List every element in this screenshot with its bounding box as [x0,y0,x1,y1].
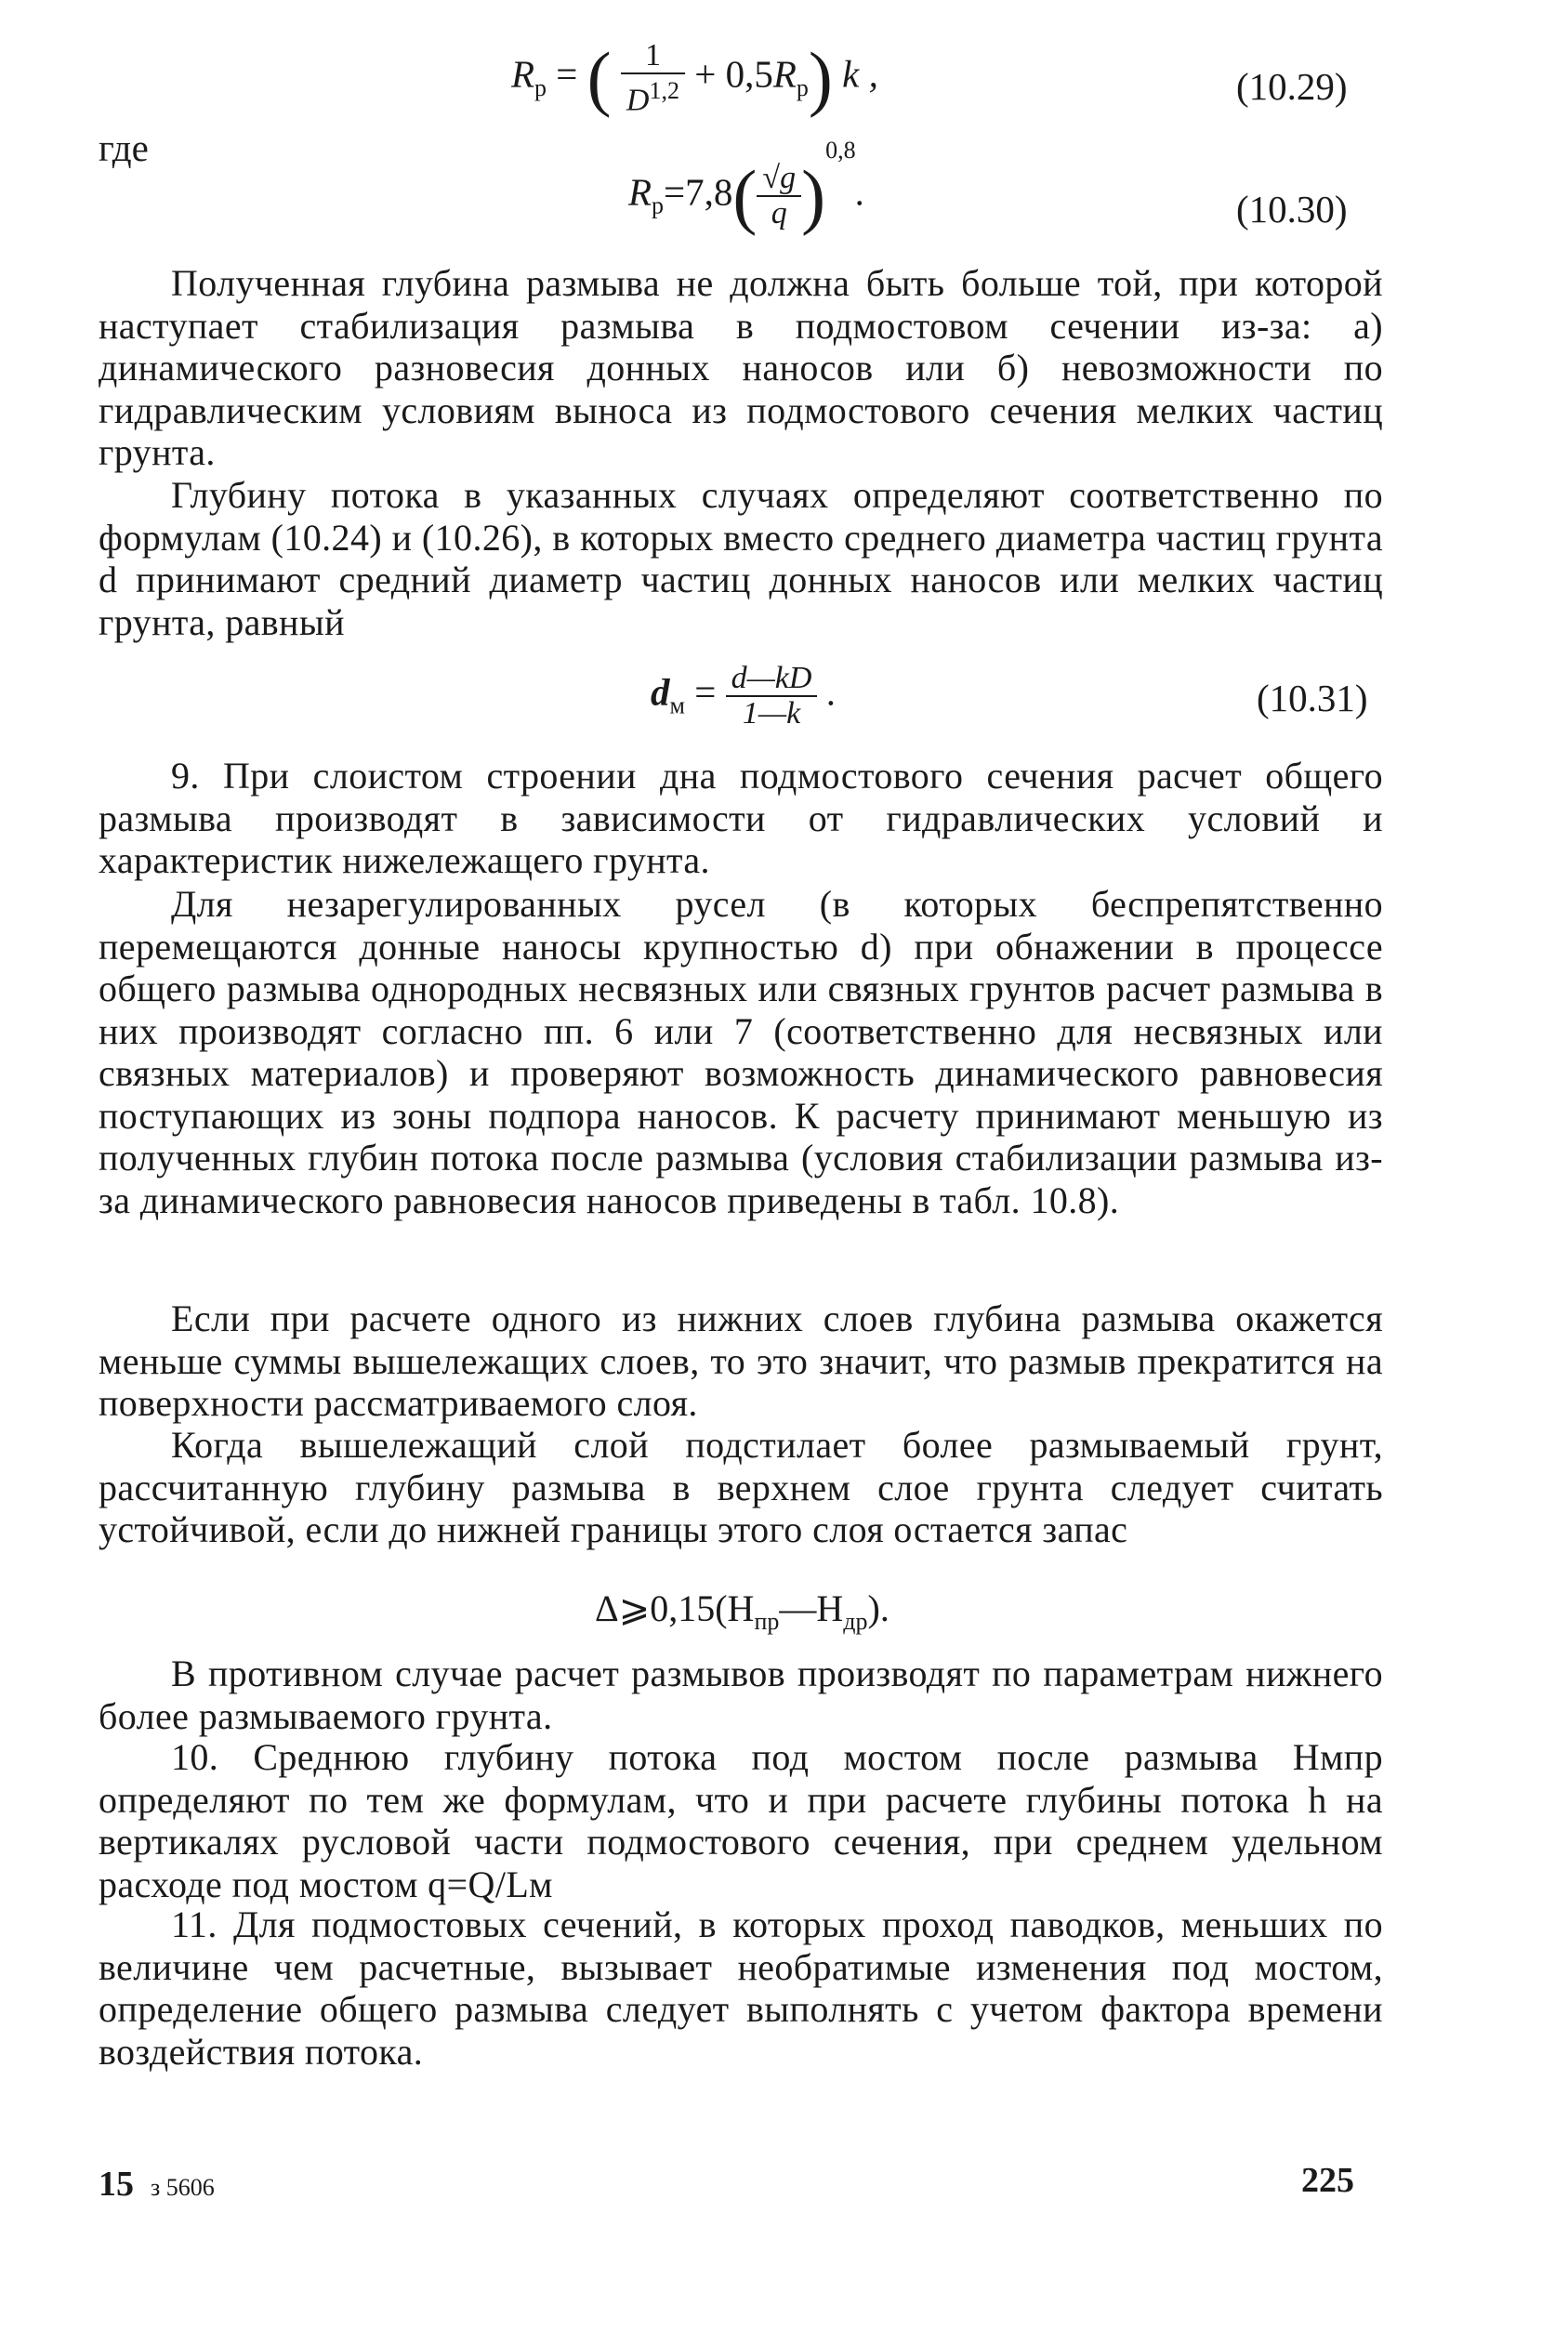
eq-paren-open: ( [586,37,612,119]
equation-number: (10.30) [1236,188,1348,230]
eq-subscript: м [669,691,685,719]
paragraph: Когда вышележащий слой подстилает более размываемый грунт, рассчитанную глубину размыва в верхнем слое грунта следует считать устойчивой, если до нижней границы этого слоя остается запас [99,1424,1383,1550]
paragraph: 9. При слоистом строении дна подмостового сечения расчет общего размыва производят в зависимости от гидравлических условий и характеристик нижележащего грунта. [99,755,1383,881]
eq-tail: . [826,670,837,714]
eq-equals: = [694,670,717,714]
eq-subscript: р [796,73,809,101]
eq-symbol: R [628,170,652,214]
paragraph: Для незарегулированных русел (в которых беспрепятственно перемещаются донные наносы крупностью d) при обнажении в процессе общего размыва однородных несвязных или связных грунтов расчет размыва в них производят согласно пп. 6 или 7 (соответственно для несвязных или связных материалов) и проверяют возможность динамического равновесия поступающих из зоны подпора наносов. К расчету принимают меньшую из полученных глубин потока после размыва (условия стабилизации размыва из-за динамического равновесия наносов приведены в табл. 10.8). [99,883,1383,1221]
eq-denominator: q [771,196,787,230]
eq-subscript: р [534,73,547,101]
eq-numerator: d—kD [726,662,818,697]
eq-denom-symbol: D [626,83,650,118]
signature-number: 15 [99,2165,134,2204]
equation-10-30 [628,136,865,236]
eq-subscript: пр [754,1608,780,1635]
eq-fraction [621,39,685,117]
paragraph: Полученная глубина размыва не должна быть больше той, при которой наступает стабилизация размыва в подмостовом сечении из-за: а) динамического разновесия донных наносов или б) невозможности по гидравлическим условиям выноса из подмостового сечения мелких частиц грунта. [99,262,1383,473]
eq-fraction [726,662,818,731]
eq-subscript: др [843,1608,868,1635]
eq-equals: =7,8 [664,170,733,214]
eq-symbol: R [772,52,797,96]
eq-paren-close: ) [801,155,826,236]
equation-number: (10.29) [1236,65,1348,108]
eq-symbol: d [651,670,670,714]
equation-number: (10.31) [1257,677,1368,719]
eq-numerator: √g [757,162,801,197]
equation-10-29 [511,39,878,117]
eq-paren-close: ) [808,37,833,119]
eq-power: 0,8 [825,136,856,164]
inequality-delta [595,1587,889,1643]
paragraph: Глубину потока в указанных случаях определяют соответственно по формулам (10.24) и (10.26), в которых вместо среднего диаметра частиц грунта d принимают средний диаметр частиц донных наносов или мелких частиц грунта, равный [99,474,1383,643]
printer-signature [99,2164,215,2205]
eq-tail: . [855,170,865,214]
order-code: з 5606 [151,2174,215,2201]
equation-10-31 [651,662,837,731]
eq-tail: ). [867,1587,889,1629]
eq-numerator: 1 [621,39,685,74]
paragraph: Если при расчете одного из нижних слоев глубина размыва окажется меньше суммы вышележащих слоев, то это значит, что размыв прекратится на поверхности рассматриваемого слоя. [99,1297,1383,1424]
eq-denom-power: 1,2 [649,77,679,104]
paragraph: 11. Для подмостовых сечений, в которых проход паводков, меньших по величине чем расчетные, вызывает необратимые изменения под мостом, определение общего размыва следует выполнять с учетом фактора времени воздействия потока. [99,1903,1383,2073]
eq-equals: = [556,52,578,96]
eq-symbol: R [511,52,535,96]
page-number: 225 [1301,2161,1354,2200]
paragraph: В противном случае расчет размывов производят по параметрам нижнего более размываемого грунта. [99,1653,1383,1737]
eq-denominator [621,74,685,117]
eq-tail: k , [842,52,878,96]
eq-main: —H [779,1587,844,1629]
eq-fraction [757,162,801,230]
where-label: где [99,126,149,169]
eq-main: Δ⩾0,15(H [595,1587,755,1629]
eq-subscript: р [652,191,665,219]
paragraph: 10. Среднюю глубину потока под мостом после размыва Hмпр определяют по тем же формулам, что и при расчете глубины потока h на вертикалях русловой части подмостового сечения, при среднем удельном расходе под мостом q=Q/Lм [99,1736,1383,1905]
eq-plus-term: + 0,5 [694,52,773,96]
eq-paren-open: ( [732,155,758,236]
eq-denominator: 1—k [742,696,801,731]
